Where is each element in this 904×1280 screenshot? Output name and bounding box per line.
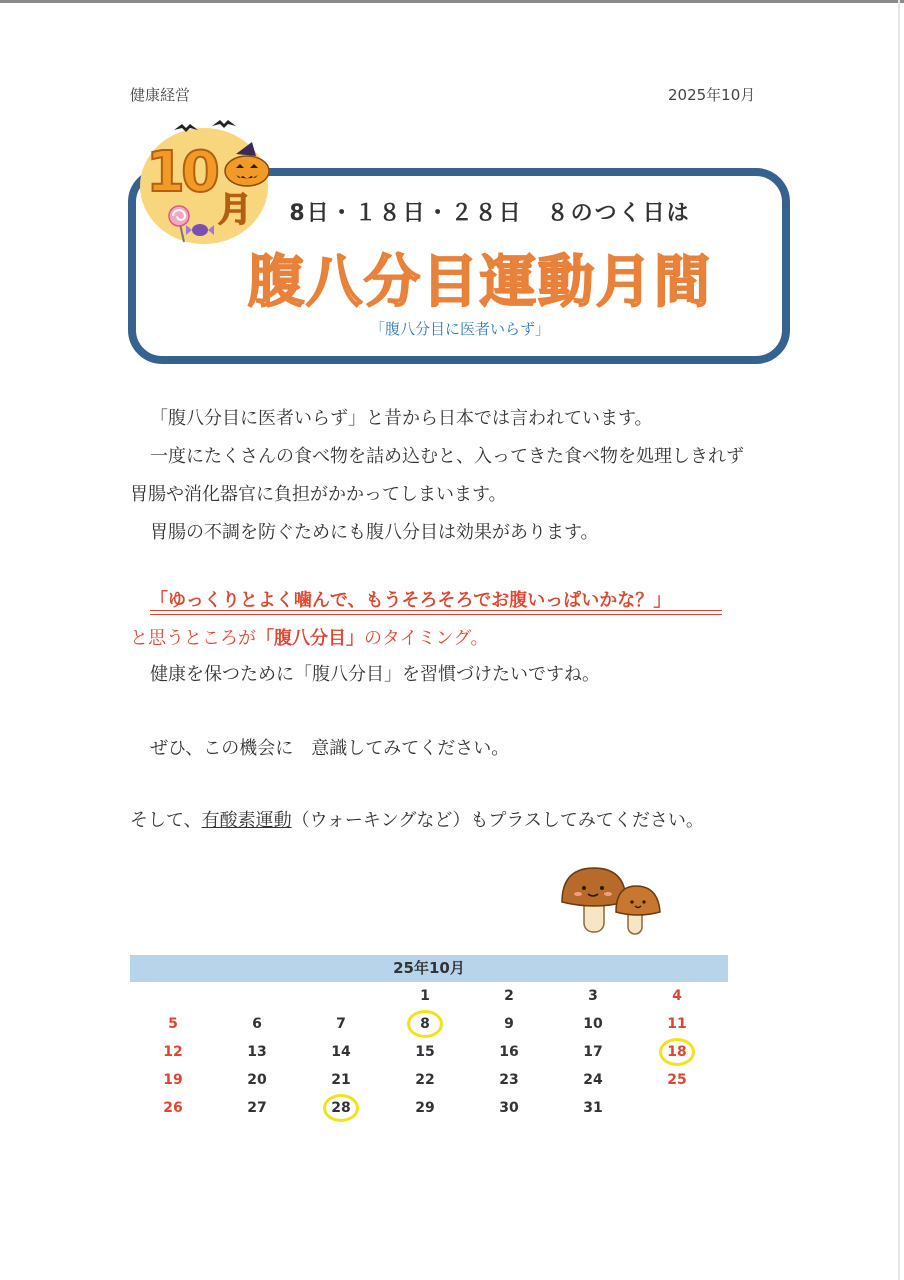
calendar-day: 19 bbox=[163, 1072, 183, 1088]
paragraph-6 bbox=[130, 806, 704, 832]
aerobic-exercise-term: 有酸素運動 bbox=[201, 810, 292, 831]
calendar-day: 20 bbox=[247, 1072, 267, 1088]
calendar-day: 1 bbox=[420, 988, 430, 1004]
calendar-grid bbox=[130, 982, 728, 1122]
calendar-day: 8 bbox=[420, 1016, 430, 1032]
calendar-day: 13 bbox=[247, 1044, 267, 1060]
paragraph-3: 胃腸の不調を防ぐためにも腹八分目は効果があります。 bbox=[150, 522, 599, 543]
highlight-ring bbox=[659, 1038, 695, 1066]
calendar-day: 9 bbox=[504, 1016, 514, 1032]
header-date: 2025年10月 bbox=[668, 86, 756, 104]
p6-suffix: （ウォーキングなど）もプラスしてみてください。 bbox=[291, 810, 704, 831]
calendar-day: 21 bbox=[331, 1072, 351, 1088]
paragraph-4: 健康を保つために「腹八分目」を習慣づけたいですね。 bbox=[150, 664, 600, 685]
quote-underline-double bbox=[150, 614, 722, 615]
header-left-label: 健康経営 bbox=[130, 86, 191, 104]
highlight-ring bbox=[407, 1010, 443, 1038]
calendar-title: 25年10月 bbox=[130, 955, 728, 982]
paragraph-5: ぜひ、この機会に 意識してみてください。 bbox=[150, 738, 510, 759]
calendar-day: 12 bbox=[163, 1044, 183, 1060]
paragraph-2b: 胃腸や消化器官に負担がかかってしまいます。 bbox=[130, 484, 507, 505]
scan-edge-right bbox=[898, 0, 900, 1280]
timing-line bbox=[130, 624, 489, 650]
calendar-day: 4 bbox=[672, 988, 682, 1004]
badge-number: 10 bbox=[146, 140, 216, 205]
calendar-day: 23 bbox=[499, 1072, 519, 1088]
calendar-week-row bbox=[130, 982, 728, 1010]
bat-icon bbox=[172, 118, 242, 140]
calendar-week-row bbox=[130, 1094, 728, 1122]
calendar-week-row bbox=[130, 1010, 728, 1038]
scan-edge-top bbox=[0, 0, 904, 3]
highlight-ring bbox=[323, 1094, 359, 1122]
calendar-day: 28 bbox=[331, 1100, 351, 1116]
calendar-day: 18 bbox=[667, 1044, 687, 1060]
paragraph-1: 「腹八分目に医者いらず」と昔から日本では言われています。 bbox=[150, 408, 653, 429]
quote-underline bbox=[150, 610, 722, 611]
calendar-day: 5 bbox=[168, 1016, 178, 1032]
calendar-day: 16 bbox=[499, 1044, 519, 1060]
timing-prefix: と思うところが bbox=[130, 628, 256, 649]
candy-icon bbox=[166, 202, 218, 244]
calendar-day: 3 bbox=[588, 988, 598, 1004]
calendar-day: 14 bbox=[331, 1044, 351, 1060]
calendar-day: 17 bbox=[583, 1044, 603, 1060]
calendar-day: 30 bbox=[499, 1100, 519, 1116]
pumpkin-icon bbox=[222, 140, 272, 188]
calendar-day: 15 bbox=[415, 1044, 435, 1060]
calendar-day: 22 bbox=[415, 1072, 435, 1088]
badge-unit: 月 bbox=[218, 190, 252, 230]
calendar-day: 27 bbox=[247, 1100, 267, 1116]
calendar-day: 7 bbox=[336, 1016, 346, 1032]
timing-keyword: 「腹八分目」 bbox=[256, 628, 364, 649]
calendar-day: 10 bbox=[583, 1016, 603, 1032]
calendar-day: 2 bbox=[504, 988, 514, 1004]
calendar-day: 11 bbox=[667, 1016, 687, 1032]
title-heading: 腹八分目運動月間 bbox=[248, 250, 712, 315]
calendar-day: 25 bbox=[667, 1072, 687, 1088]
calendar-day: 26 bbox=[163, 1100, 183, 1116]
timing-suffix: のタイミング。 bbox=[364, 628, 489, 649]
calendar-day: 31 bbox=[583, 1100, 603, 1116]
p6-prefix: そして、 bbox=[130, 810, 202, 831]
calendar-day: 29 bbox=[415, 1100, 435, 1116]
calendar-week-row bbox=[130, 1038, 728, 1066]
title-note: 「腹八分目に医者いらず」 bbox=[369, 320, 550, 338]
title-subheading: 8日・１８日・２８日 ８のつく日は bbox=[289, 201, 691, 226]
calendar-week-row bbox=[130, 1066, 728, 1094]
highlight-quote: 「ゆっくりとよく噛んで、もうそろそろでお腹いっぱいかな？」 bbox=[150, 590, 672, 611]
mushroom-icon bbox=[558, 862, 670, 938]
calendar-day: 6 bbox=[252, 1016, 262, 1032]
calendar-day: 24 bbox=[583, 1072, 603, 1088]
paragraph-2a: 一度にたくさんの食べ物を詰め込むと、入ってきた食べ物を処理しきれず bbox=[150, 446, 744, 467]
